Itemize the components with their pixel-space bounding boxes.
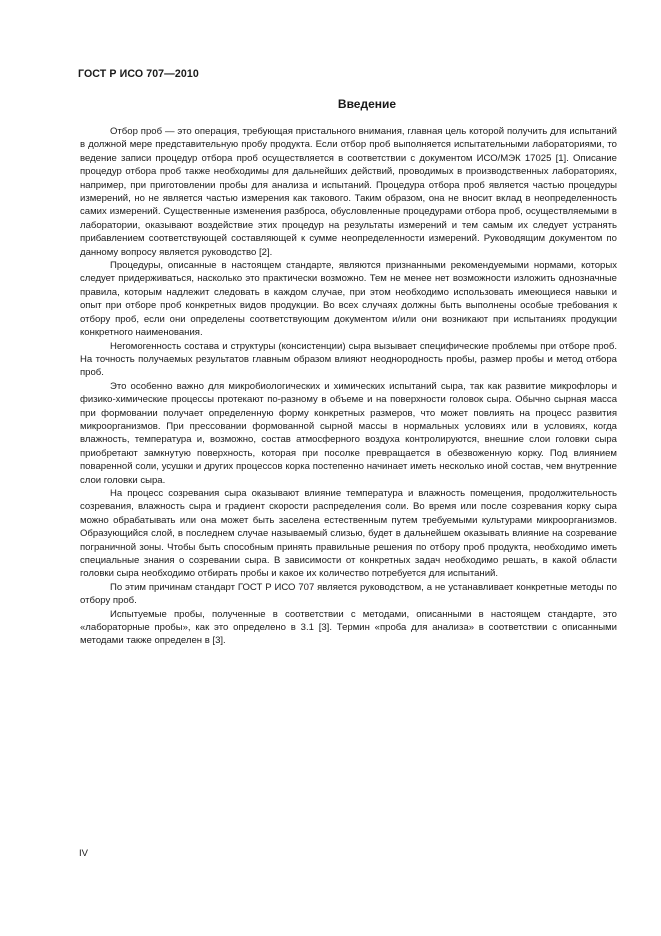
- section-title: Введение: [337, 97, 397, 111]
- paragraph: Отбор проб — это операция, требующая пристального внимания, главная цель которой получить для испытаний в должной мере представительную пробу продукта. Если отбор проб выполняется испытательными лабораториями, то ведение записи процедур отбора проб осуществляется в соответствии с документом ИСО/МЭК 17025 [1]. Описание процедур отбора проб также необходимы для дальнейших действий, проводимых в производственных лабораториях, например, при приготовлении пробы для анализа и испытаний. Процедура отбора проб является частью процедуры измерений, но не является частью измерения как такового. Таким образом, она не вносит вклад в неопределенность самих измерений. Существенные изменения разброса, обусловленные процедурами отбора проб, осуществляемыми в лаборатории, оказывают воздействие этих процедур на результаты измерений и тем самым их следует устранять прибавлением соответствующей составляющей к сумме неопределенности измерений. Руководящим документом по данному вопросу является руководство [2].: [80, 126, 617, 258]
- paragraph: Процедуры, описанные в настоящем стандарте, являются признанными рекомендуемыми нормами, которых следует придерживаться, насколько это практически возможно. Тем не менее нет возможности изложить однозначные правила, которым надлежит следовать в каждом случае, при этом необходимо использовать имеющиеся навыки и опыт при отборе проб конкретных видов продукции. Во всех случаях должны быть выполнены особые требования к отбору проб, если они определены соответствующим документом и/или они возникают при испытаниях продукции конкретного наименования.: [80, 260, 617, 339]
- paragraph: На процесс созревания сыра оказывают влияние температура и влажность помещения, продолжительность созревания, влажность сыра и градиент скорости распределения соли. Во время или после созревания корку сыра можно обрабатывать или она может быть заселена естественным путем требуемыми культурами микроорганизмов. Образующийся слой, в последнем случае называемый слизью, будет в дальнейшем оказывать влияние на созревание пограничной зоны. Чтобы быть способным принять правильные решения по отбору проб продукта, необходимо иметь специальные знания о созревании сыра. В зависимости от конкретных задач необходимо решать, в какой области головки сыра необходимо отбирать пробы и какое их количество потребуется для испытаний.: [80, 487, 617, 580]
- paragraph: Испытуемые пробы, полученные в соответствии с методами, описанными в настоящем стандарте, это «лабораторные пробы», как это определено в 3.1 [3]. Термин «проба для анализа» в соответствии с описанными методами также определен в [3].: [80, 608, 617, 647]
- standard-code-header: ГОСТ Р ИСО 707—2010: [78, 68, 199, 80]
- paragraph: По этим причинам стандарт ГОСТ Р ИСО 707 является руководством, а не устанавливает конкретные методы по отбору проб.: [80, 581, 617, 607]
- paragraph: Это особенно важно для микробиологических и химических испытаний сыра, так как развитие микрофлоры и физико-химические процессы протекают по-разному в объеме и на поверхности головок сыра. Обычно сырная масса при формовании получает определенную форму конкретных размеров, что может повлиять на процесс развития микроорганизмов. При прессовании формованной сырной массы в нормальных условиях или в условиях, когда влажность, температура и, возможно, состав атмосферного воздуха контролируются, внешние слои головки сыра приобретают замкнутую поверхность, которая при посолке превращается в обезвоженную корку. Под влиянием поваренной соли, усушки и других процессов корка постепенно начинает иметь несколько иной состав, чем внутренние слои головки сыра.: [80, 380, 617, 486]
- paragraph: Негомогенность состава и структуры (консистенции) сыра вызывает специфические проблемы при отборе проб. На точность получаемых результатов главным образом влияют неоднородность пробы, размер пробы и метод отбора проб.: [80, 340, 617, 379]
- body-text: [80, 125, 617, 648]
- page-number: IV: [79, 848, 88, 859]
